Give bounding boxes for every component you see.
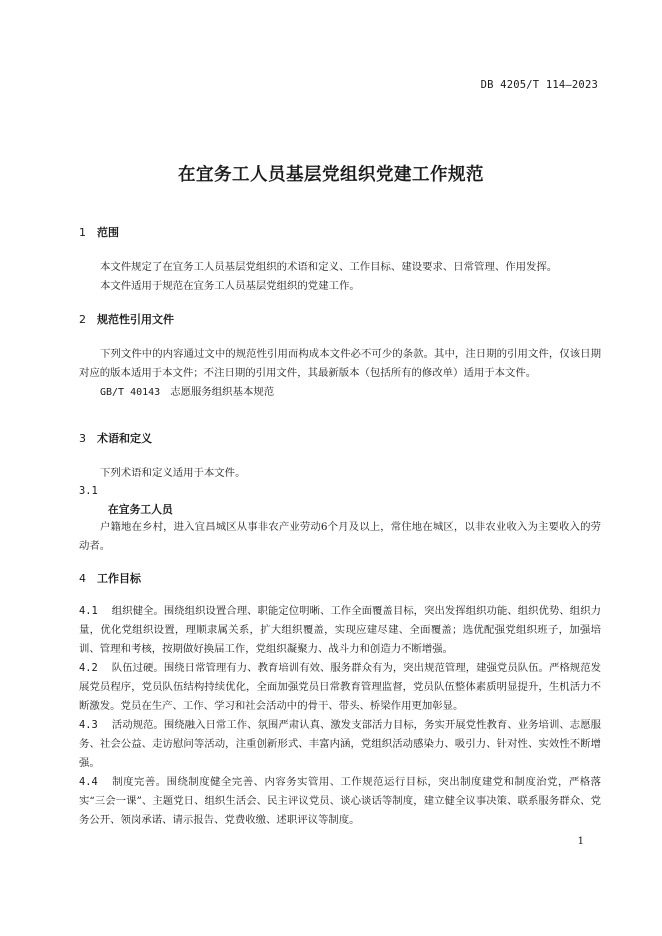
item-text: 队伍过硬。围绕日常管理有力、教育培训有效、服务群众有为，突出规范管理，建强党员队伍。严格规范发展党员程序，党员队伍结构持续优化，全面加强党员日常教育管理监督，党员队伍整体素质明显提升，生机活力不断激发。党员在生产、工作、学习和社会活动中的骨干、带头、桥梁作用更加彰显。 [79, 662, 601, 712]
section-2-heading [79, 312, 601, 328]
standard-code: DB 4205/T 114—2023 [480, 79, 598, 91]
section-2-body [79, 345, 601, 402]
term-number: 3.1 [79, 485, 98, 497]
section-number: 2 [79, 313, 86, 326]
item-text: 组织健全。围绕组织设置合理、职能定位明晰、工作全面覆盖目标，突出发挥组织功能、组织优势、组织力量，优化党组织设置，理顺隶属关系，扩大组织覆盖，实现应建尽建、全面覆盖；选优配强党组织班子，加强培训、管理和考核，按期做好换届工作，党组织凝聚力、战斗力和创造力不断增强。 [79, 605, 601, 655]
goal-item [79, 659, 601, 716]
item-number: 4.4 [79, 776, 98, 788]
section-title: 工作目标 [97, 572, 141, 585]
section-number: 1 [79, 226, 86, 239]
item-text: 活动规范。围绕融入日常工作、氛围严肃认真、激发支部活力目标，务实开展党性教育、业务培训、志愿服务、社会公益、走访慰问等活动，注重创新形式、丰富内涵，党组织活动感染力、吸引力、针对性、实效性不断增强。 [79, 719, 601, 769]
page-number: 1 [577, 836, 584, 847]
paragraph: 下列文件中的内容通过文中的规范性引用而构成本文件必不可少的条款。其中，注日期的引用文件，仅该日期对应的版本适用于本文件；不注日期的引用文件，其最新版本（包括所有的修改单）适用于本文件。 [79, 348, 601, 379]
section-4-heading [79, 571, 601, 587]
item-number: 4.2 [79, 662, 98, 674]
goal-item [79, 716, 601, 773]
item-number: 4.1 [79, 605, 98, 617]
goal-item [79, 602, 601, 659]
term-name: 在宜务工人员 [108, 503, 173, 516]
document-title: 在宜务工人员基层党组织党建工作规范 [178, 165, 484, 185]
reference-title: 志愿服务组织基本规范 [170, 386, 275, 398]
section-title: 范围 [97, 226, 119, 239]
section-1-body [79, 258, 601, 296]
section-number: 4 [79, 572, 86, 585]
section-3-heading [79, 431, 601, 447]
section-3-body [79, 464, 601, 556]
reference-code: GB/T 40143 [100, 387, 161, 398]
normative-reference [79, 383, 601, 402]
paragraph: 下列术语和定义适用于本文件。 [100, 467, 246, 479]
section-title: 术语和定义 [97, 432, 152, 445]
paragraph: 本文件适用于规范在宜务工人员基层党组织的党建工作。 [100, 280, 360, 292]
section-title: 规范性引用文件 [97, 313, 174, 326]
section-number: 3 [79, 432, 86, 445]
section-4-body [79, 602, 601, 830]
section-1-heading [79, 225, 601, 241]
term-definition: 户籍地在乡村，进入宜昌城区从事非农产业劳动6个月及以上，常住地在城区，以非农业收入为主要收入的劳动者。 [79, 521, 601, 552]
goal-item [79, 773, 601, 830]
item-text: 制度完善。围绕制度健全完善、内容务实管用、工作规范运行目标，突出制度建党和制度治党，严格落实“三会一课”、主题党日、组织生活会、民主评议党员、谈心谈话等制度，建立健全议事决策、联系服务群众、党务公开、领岗承诺、请示报告、党费收缴、述职评议等制度。 [79, 776, 601, 826]
item-number: 4.3 [79, 719, 98, 731]
paragraph: 本文件规定了在宜务工人员基层党组织的术语和定义、工作目标、建设要求、日常管理、作用发挥。 [100, 261, 558, 273]
